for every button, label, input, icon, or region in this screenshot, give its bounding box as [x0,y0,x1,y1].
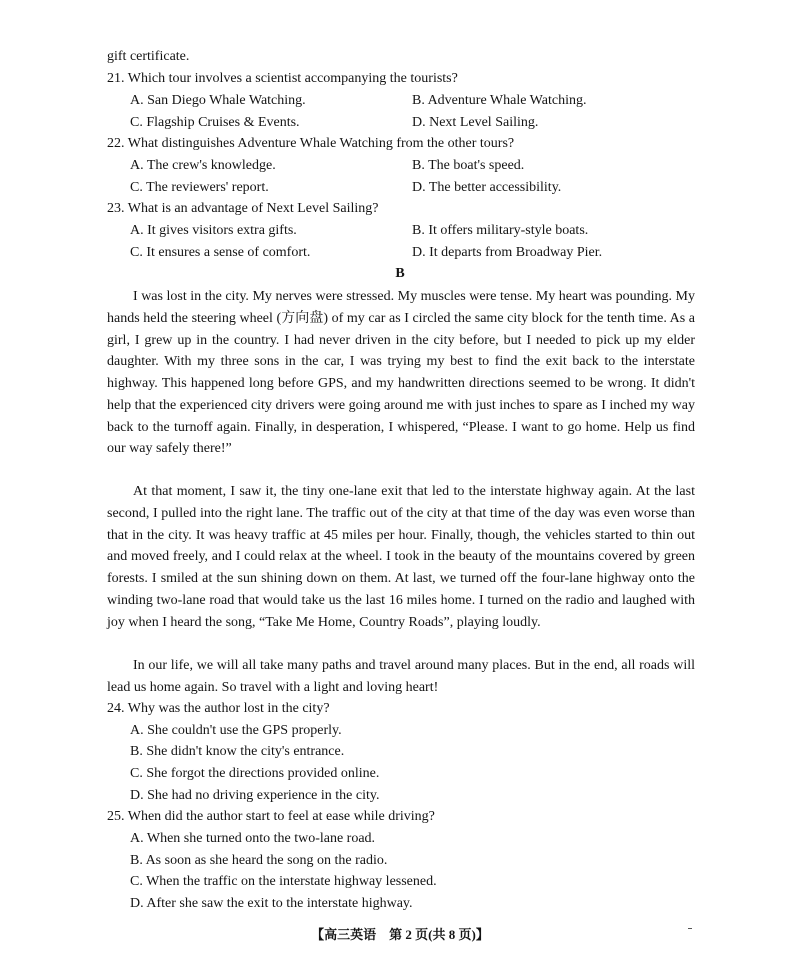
question-22-option-c: C. The reviewers' report. [130,180,269,195]
section-b-heading: B [395,266,405,281]
question-21-option-a: A. San Diego Whale Watching. [130,93,306,108]
question-24-option-a: A. She couldn't use the GPS properly. [130,723,342,738]
question-21-option-d: D. Next Level Sailing. [412,115,539,130]
question-25-option-b: B. As soon as she heard the song on the radio. [130,853,388,868]
question-25-option-c: C. When the traffic on the interstate highway lessened. [130,874,437,889]
question-22-option-d: D. The better accessibility. [412,180,562,195]
previous-page-tail: gift certificate. [107,49,190,64]
question-22-option-b: B. The boat's speed. [412,158,525,173]
passage-paragraph-3: In our life, we will all take many paths and travel around many places. But in the end, all roads will lead us home again. So travel with a light and loving heart! [107,658,695,695]
question-25-option-a: A. When she turned onto the two-lane road. [130,831,376,846]
question-23-option-d: D. It departs from Broadway Pier. [412,245,603,260]
passage-paragraph-1: I was lost in the city. My nerves were stressed. My muscles were tense. My heart was pounding. My hands held the steering wheel (方向盘) of my car as I circled the same city block for the tenth time. As a girl, I grew up in the country. I had never driven in the city before, but I needed to pick up my elder daughter. With my three sons in the car, I was trying my best to find the exit back to the interstate highway. This happened long before GPS, and my handwritten directions seemed to be wrong. It didn't help that the experienced city drivers were going around me with just inches to spare as I inched my way back to the turnoff again. Finally, in desperation, I whispered, “Please. I want to go home. Help us find our way safely there!” [107,289,695,457]
question-21-option-b: B. Adventure Whale Watching. [412,93,587,108]
question-21-option-c: C. Flagship Cruises & Events. [130,115,300,130]
question-25-option-d: D. After she saw the exit to the interstate highway. [130,896,413,911]
question-21-stem: 21. Which tour involves a scientist accompanying the tourists? [107,71,458,86]
question-24-stem: 24. Why was the author lost in the city? [107,701,330,716]
question-22-stem: 22. What distinguishes Adventure Whale Watching from the other tours? [107,136,515,151]
page-footer: 【高三英语 第 2 页(共 8 页)】 [311,927,489,942]
question-23-option-b: B. It offers military-style boats. [412,223,589,238]
question-24-option-c: C. She forgot the directions provided online. [130,766,380,781]
page-mark [688,928,692,929]
question-23-option-c: C. It ensures a sense of comfort. [130,245,311,260]
passage-paragraph-2: At that moment, I saw it, the tiny one-lane exit that led to the interstate highway again. At the last second, I pulled into the right lane. The traffic out of the city at that time of the day was even worse than that in the city. It was heavy traffic at 45 miles per hour. Finally, though, the vehicles started to thin out and moved freely, and I could relax at the wheel. I took in the beauty of the mountains covered by green forests. I smiled at the sun shining down on them. At last, we turned off the four-lane highway onto the winding two-lane road that would take us the last 16 miles home. I turned on the radio and laughed with joy when I heard the song, “Take Me Home, Country Roads”, playing loudly. [107,484,695,630]
question-23-option-a: A. It gives visitors extra gifts. [130,223,297,238]
question-24-option-d: D. She had no driving experience in the city. [130,788,380,803]
question-23-stem: 23. What is an advantage of Next Level Sailing? [107,201,379,216]
question-22-option-a: A. The crew's knowledge. [130,158,276,173]
question-24-option-b: B. She didn't know the city's entrance. [130,744,345,759]
question-25-stem: 25. When did the author start to feel at ease while driving? [107,809,435,824]
